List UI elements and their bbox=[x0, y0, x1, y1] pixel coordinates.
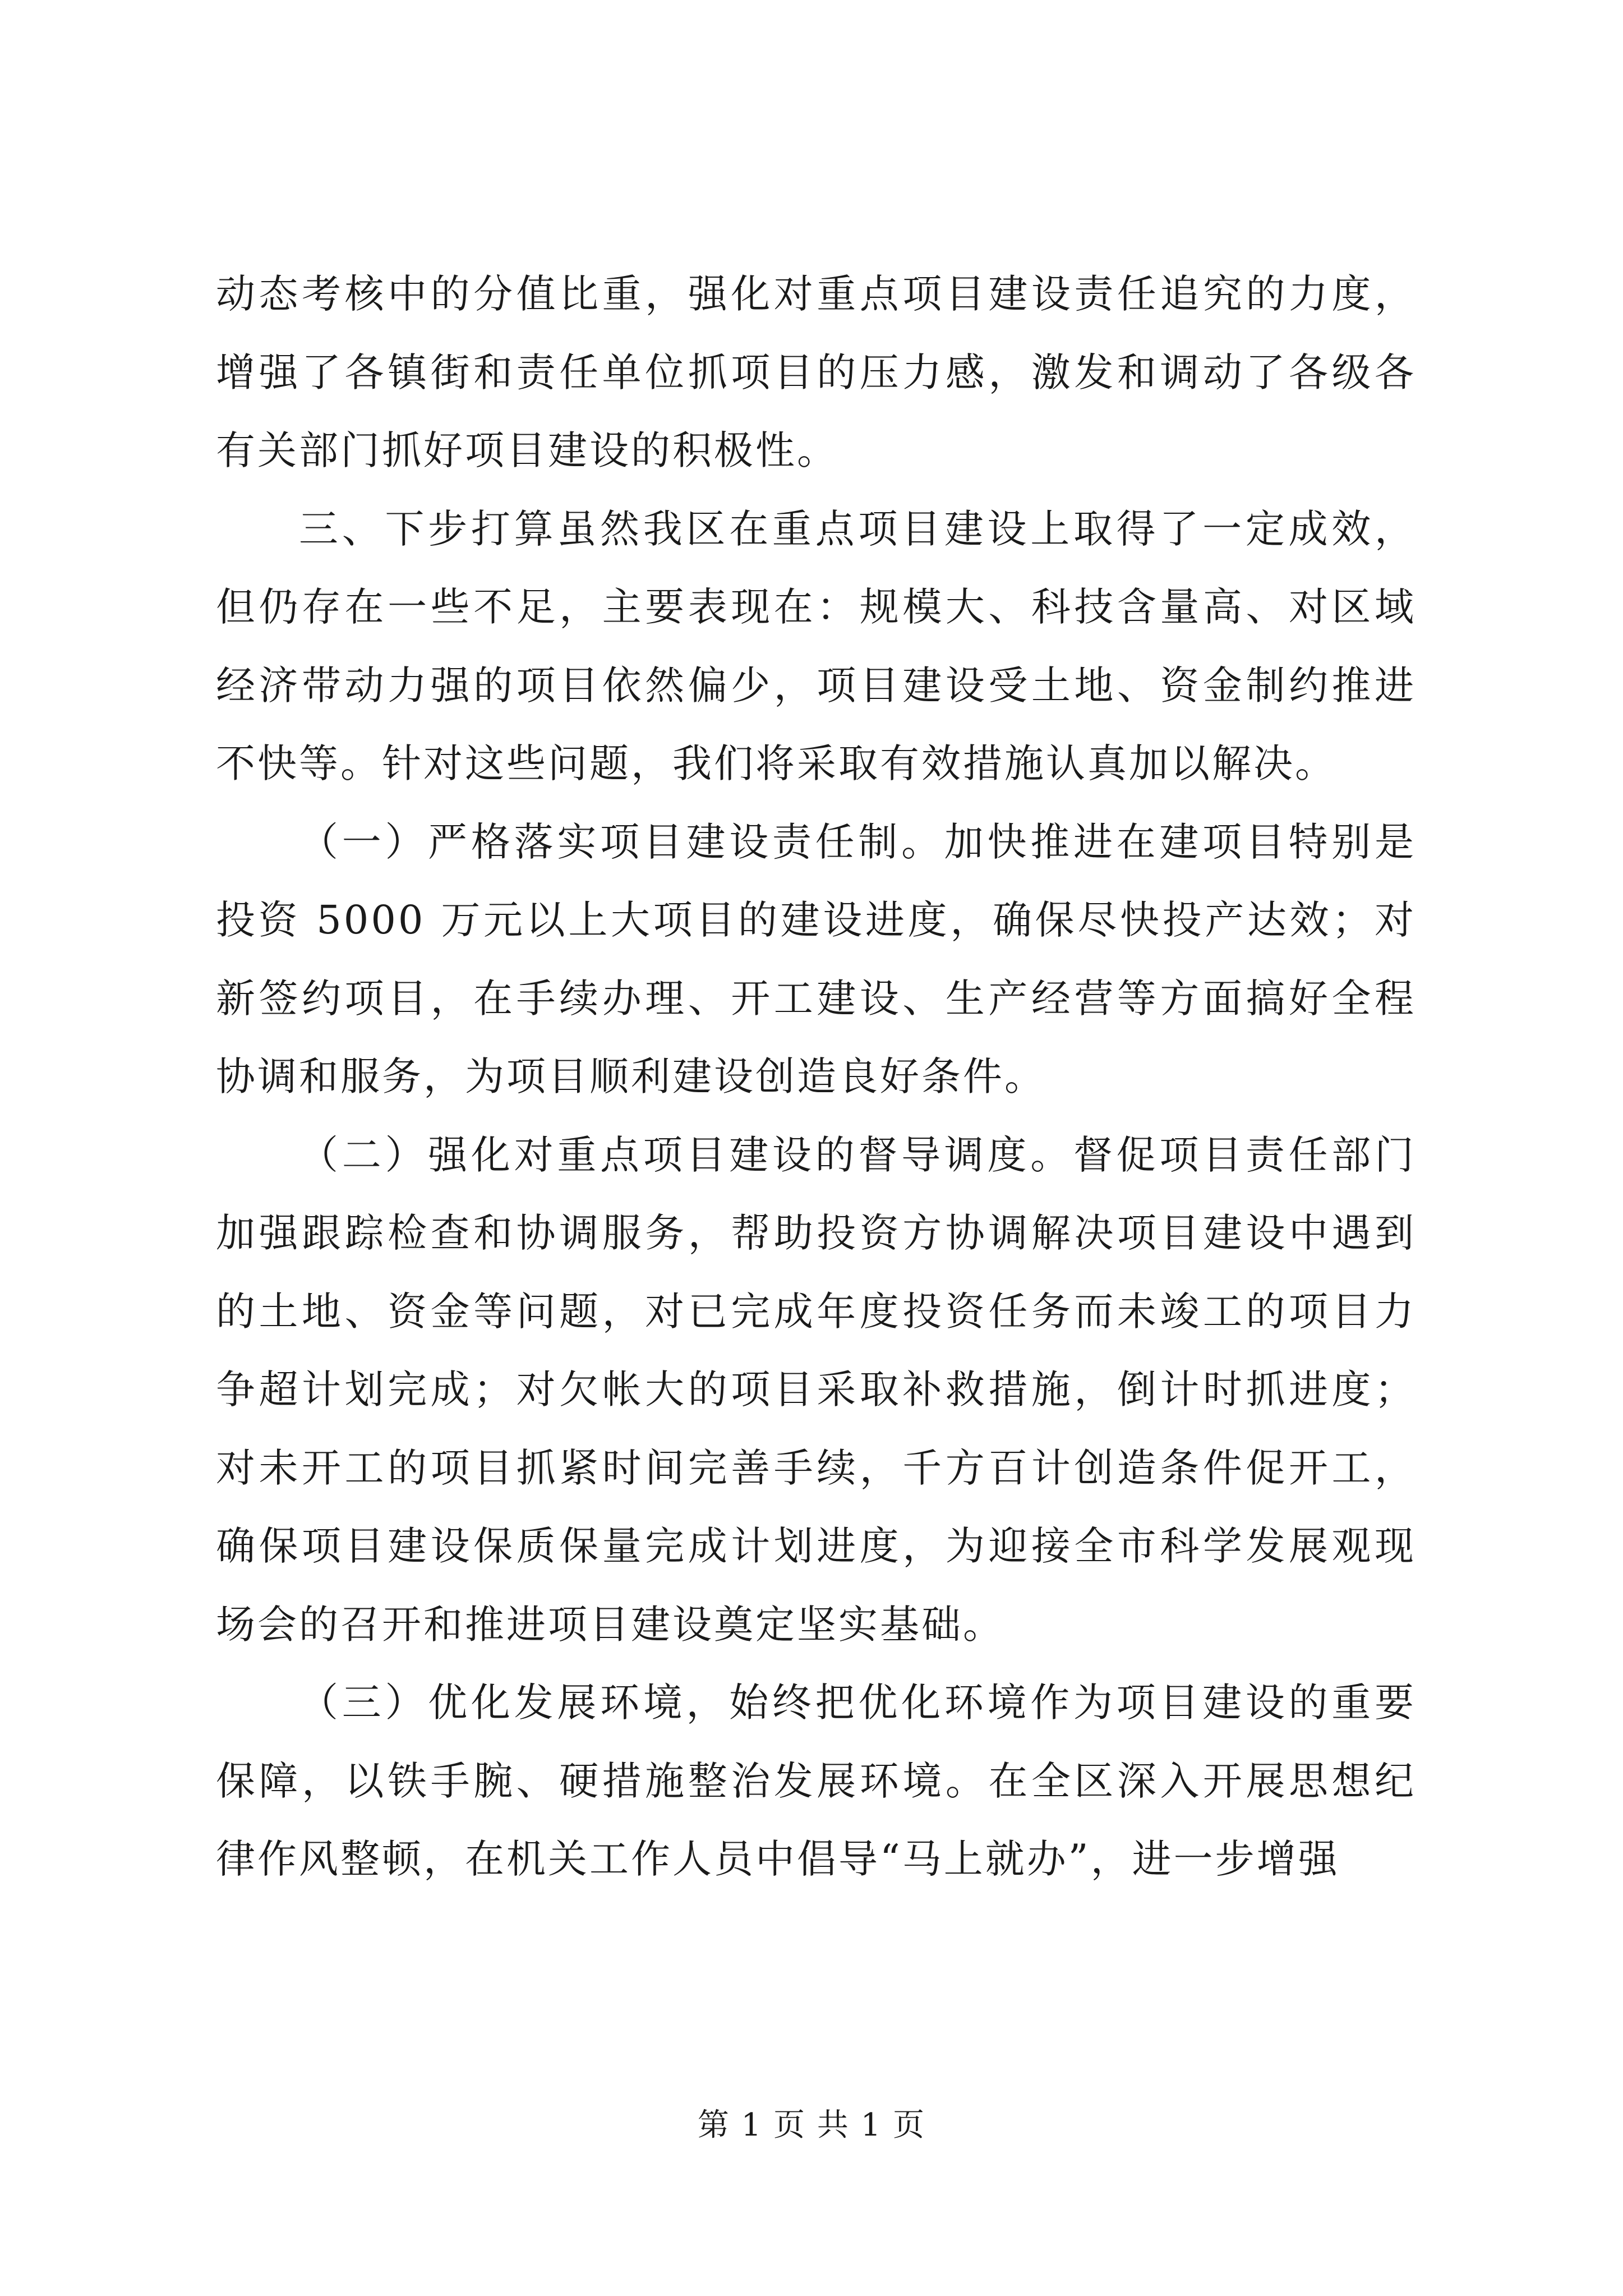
paragraph-item-1: （一）严格落实项目建设责任制。加快推进在建项目特别是投资 5000 万元以上大项目的建设进度，确保尽快投产达效；对新签约项目，在手续办理、开工建设、生产经营等方面搞好全程协调和服务，为项目顺利建设创造良好条件。 bbox=[216, 818, 1416, 1099]
document-body bbox=[216, 255, 1416, 1899]
paragraph-continuation: 动态考核中的分值比重，强化对重点项目建设责任追究的力度，增强了各镇街和责任单位抓项目的压力感，激发和调动了各级各有关部门抓好项目建设的积极性。 bbox=[216, 271, 1416, 473]
page-footer: 第 1 页 共 1 页 bbox=[697, 2107, 926, 2143]
paragraph-item-3: （三）优化发展环境，始终把优化环境作为项目建设的重要保障，以铁手腕、硬措施整治发展环境。在全区深入开展思想纪律作风整顿，在机关工作人员中倡导“马上就办”，进一步增强 bbox=[216, 1680, 1416, 1882]
paragraph-next-steps: 三、下步打算虽然我区在重点项目建设上取得了一定成效，但仍存在一些不足，主要表现在：规模大、科技含量高、对区域经济带动力强的项目依然偏少，项目建设受土地、资金制约推进不快等。针对这些问题，我们将采取有效措施认真加以解决。 bbox=[216, 505, 1416, 786]
paragraph-item-2: （二）强化对重点项目建设的督导调度。督促项目责任部门加强跟踪检查和协调服务，帮助投资方协调解决项目建设中遇到的土地、资金等问题，对已完成年度投资任务而未竣工的项目力争超计划完成；对欠帐大的项目采取补救措施，倒计时抓进度；对未开工的项目抓紧时间完善手续，千方百计创造条件促开工，确保项目建设保质保量完成计划进度，为迎接全市科学发展观现场会的召开和推进项目建设奠定坚实基础。 bbox=[216, 1131, 1416, 1648]
